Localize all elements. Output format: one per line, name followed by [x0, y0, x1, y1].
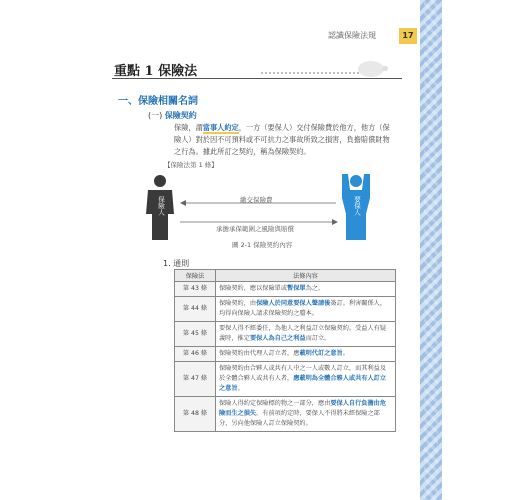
page-number: 17	[399, 28, 417, 44]
article-number: 第 43 條	[175, 282, 216, 297]
section-heading: 一、保險相關名詞	[118, 96, 198, 107]
premium-arrow-label: 繳交保險費	[240, 196, 273, 204]
article-text: 保險人得約定保險標的物之一部分，應由要保人自行負擔由危險而生之損失。有前項約定時，要保人不得將未經保險之部分，另向他保險人訂立保險契約。	[216, 397, 396, 432]
coverage-arrow-label: 承擔承保範圍之風險與賠償	[216, 225, 294, 233]
article-text: 保險契約，應以保險單或暫保單為之。	[216, 282, 396, 297]
general-rules-heading: 1. 通則	[163, 259, 190, 268]
subsection-heading	[148, 110, 197, 121]
insurer-label: 保險人	[157, 196, 165, 216]
article-number: 第 46 條	[175, 347, 216, 362]
article-text: 保險契約由代理人訂立者，應載明代訂之意旨。	[216, 347, 396, 362]
paragraph-text-2: ，一方（要保人）交付保險費於他方，他方（保險人）對於因不可預料或不可抗力之事故所致之損害，負擔賠償財物之行為。據此所訂之契約，稱為保險契約。	[174, 123, 390, 156]
table-row	[175, 297, 396, 322]
column-header-law: 保險法	[175, 270, 216, 282]
law-reference: 【保險法第 1 條】	[164, 161, 218, 169]
article-text: 要保人得不經委任，為他人之利益訂立保險契約。受益人有疑義時，推定要保人為自己之利益而訂立。	[216, 322, 396, 347]
law-table	[174, 269, 396, 432]
table-header-row	[175, 270, 396, 282]
piggy-bank-icon	[358, 61, 384, 77]
article-number: 第 47 條	[175, 362, 216, 397]
paragraph-highlight: 當事人約定	[202, 123, 239, 132]
figure-caption: 圖 2-1 保險契約內容	[232, 241, 293, 249]
table-row	[175, 362, 396, 397]
article-text: 保險契約，由保險人於同意要保人聲請後簽訂。利害關係人，均得向保險人請求保險契約之謄本。	[216, 297, 396, 322]
article-text: 保險契約由合夥人或共有人中之一人或數人訂立，而其利益及於全體合夥人或共有人者，應載明為全體合夥人或共有人訂立之意旨。	[216, 362, 396, 397]
subsection-title: 保險契約	[164, 111, 197, 120]
definition-paragraph	[174, 122, 396, 158]
article-number: 第 45 條	[175, 322, 216, 347]
column-header-content: 法條內容	[216, 270, 396, 282]
subsection-prefix: (一)	[148, 111, 163, 120]
page-title: 重點 1 保險法	[114, 64, 198, 79]
policyholder-label: 要保人	[353, 196, 361, 216]
running-header: 認識保險法規	[328, 31, 376, 40]
table-row	[175, 322, 396, 347]
table-row	[175, 347, 396, 362]
article-number: 第 48 條	[175, 397, 216, 432]
table-row	[175, 282, 396, 297]
decorative-side-stripe-pattern	[424, 0, 438, 500]
article-number: 第 44 條	[175, 297, 216, 322]
table-row	[175, 397, 396, 432]
paragraph-text-1: 保險，謂	[174, 123, 203, 132]
